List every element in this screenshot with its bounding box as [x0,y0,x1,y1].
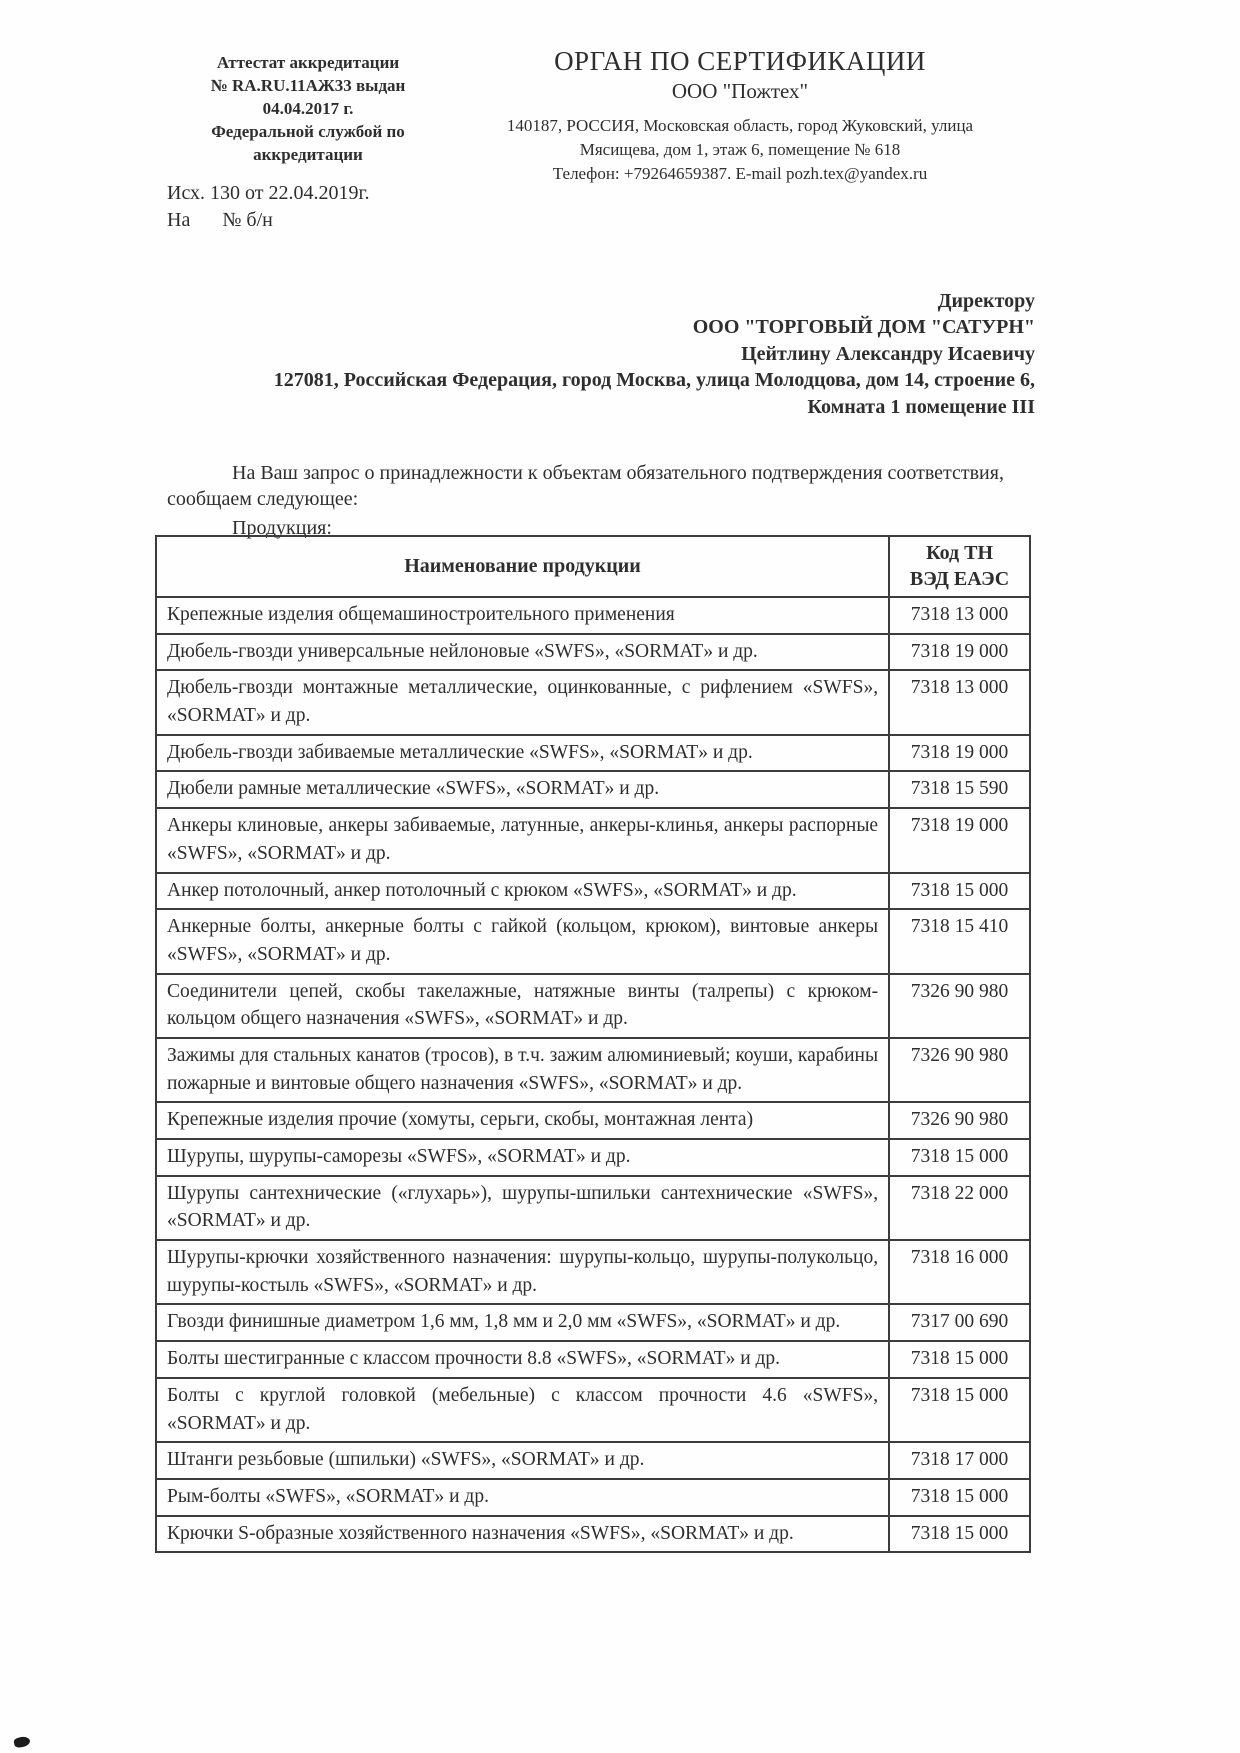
table-row [156,1304,1030,1341]
table-row [156,1038,1030,1102]
product-name-cell: Дюбель-гвозди универсальные нейлоновые «SWFS», «SORMAT» и др. [156,634,889,671]
addressee-line: Цейтлину Александру Исаевичу [741,342,1035,365]
body-paragraph: На Ваш запрос о принадлежности к объектам обязательного подтверждения соответствия, сообщаем следующее: [167,462,1004,511]
org-contact-line: Телефон: +79264659387. E-mail pozh.tex@yandex.ru [552,163,928,183]
reference-value: № б/н [222,209,273,231]
table-row [156,1341,1030,1378]
product-name-cell: Анкер потолочный, анкер потолочный с крюком «SWFS», «SORMAT» и др. [156,873,889,910]
scan-artifact [13,1735,31,1748]
product-name-cell: Дюбели рамные металлические «SWFS», «SORMAT» и др. [156,771,889,808]
product-name-cell: Анкеры клиновые, анкеры забиваемые, латунные, анкеры-клинья, анкеры распорные «SWFS», «SORMAT» и др. [156,808,889,872]
org-title: ОРГАН ПО СЕРТИФИКАЦИИ [554,46,926,76]
table-row [156,1479,1030,1516]
product-name-cell: Рым-болты «SWFS», «SORMAT» и др. [156,1479,889,1516]
product-name-cell: Шурупы-крючки хозяйственного назначения: шурупы-кольцо, шурупы-полукольцо, шурупы-костыль «SWFS», «SORMAT» и др. [156,1240,889,1304]
product-code-cell: 7318 19 000 [889,735,1030,772]
product-code-cell: 7318 17 000 [889,1442,1030,1479]
product-code-cell: 7318 15 000 [889,1378,1030,1442]
table-header-row [156,536,1030,597]
code-header-line: Код ТН [926,542,994,564]
table-row [156,1240,1030,1304]
table-row [156,974,1030,1038]
product-name-cell: Крепежные изделия общемашиностроительного применения [156,597,889,634]
table-row [156,808,1030,872]
org-address [430,114,1050,185]
product-name-cell: Шурупы сантехнические («глухарь»), шурупы-шпильки сантехнические «SWFS», «SORMAT» и др. [156,1176,889,1240]
table-row [156,873,1030,910]
product-code-cell: 7326 90 980 [889,1102,1030,1139]
table-row [156,634,1030,671]
product-code-cell: 7318 15 590 [889,771,1030,808]
product-code-cell: 7326 90 980 [889,974,1030,1038]
table-row [156,597,1030,634]
column-header-product-name: Наименование продукции [156,536,889,597]
product-name-cell: Штанги резьбовые (шпильки) «SWFS», «SORMAT» и др. [156,1442,889,1479]
reference-block [167,180,369,234]
product-name-cell: Болты с круглой головкой (мебельные) с классом прочности 4.6 «SWFS», «SORMAT» и др. [156,1378,889,1442]
product-code-cell: 7318 15 000 [889,873,1030,910]
product-name-cell: Зажимы для стальных канатов (тросов), в т.ч. зажим алюминиевый; коуши, карабины пожарные и винтовые общего назначения «SWFS», «SORMAT» и др. [156,1038,889,1102]
table-row [156,1139,1030,1176]
product-code-cell: 7318 15 000 [889,1516,1030,1553]
org-name: ООО "Пожтех" [671,79,809,104]
table-row [156,1102,1030,1139]
product-code-cell: 7318 22 000 [889,1176,1030,1240]
product-code-cell: 7318 15 410 [889,909,1030,973]
product-code-cell: 7318 13 000 [889,670,1030,734]
code-header-line: ВЭД ЕАЭС [909,568,1010,590]
product-code-cell: 7318 19 000 [889,808,1030,872]
addressee-line: ООО "ТОРГОВЫЙ ДОМ "САТУРН" [692,316,1035,339]
product-table-body [156,597,1030,1552]
accreditation-line: № RA.RU.11АЖ33 выдан [210,75,406,95]
product-code-cell: 7318 16 000 [889,1240,1030,1304]
product-code-cell: 7318 15 000 [889,1139,1030,1176]
table-row [156,771,1030,808]
table-row [156,735,1030,772]
column-header-tn-ved-code [889,536,1030,597]
addressee-line: Директору [937,290,1035,312]
product-name-cell: Гвозди финишные диаметром 1,6 мм, 1,8 мм и 2,0 мм «SWFS», «SORMAT» и др. [156,1304,889,1341]
accreditation-line: Федеральной службой по [211,121,405,141]
table-row [156,1176,1030,1240]
product-name-cell: Крючки S-образные хозяйственного назначения «SWFS», «SORMAT» и др. [156,1516,889,1553]
product-code-cell: 7318 15 000 [889,1341,1030,1378]
table-row [156,670,1030,734]
products-label: Продукция: [232,516,332,539]
incoming-reference [167,207,369,234]
products-table [155,535,1031,1553]
org-address-line: 140187, РОССИЯ, Московская область, город Жуковский, улица [506,116,974,136]
accreditation-block [188,52,428,167]
org-address-line: Мясищева, дом 1, этаж 6, помещение № 618 [579,139,901,159]
product-code-cell: 7317 00 690 [889,1304,1030,1341]
letter-body [167,460,1037,541]
product-code-cell: 7318 19 000 [889,634,1030,671]
product-name-cell: Болты шестигранные с классом прочности 8.8 «SWFS», «SORMAT» и др. [156,1341,889,1378]
product-name-cell: Крепежные изделия прочие (хомуты, серьги, скобы, монтажная лента) [156,1102,889,1139]
addressee-block [135,288,1035,420]
accreditation-line: Аттестат аккредитации [216,53,400,72]
product-code-cell: 7318 13 000 [889,597,1030,634]
table-row [156,1378,1030,1442]
product-code-cell: 7318 15 000 [889,1479,1030,1516]
product-name-cell: Шурупы, шурупы-саморезы «SWFS», «SORMAT» и др. [156,1139,889,1176]
product-name-cell: Анкерные болты, анкерные болты с гайкой (кольцом, крюком), винтовые анкеры «SWFS», «SORMAT» и др. [156,909,889,973]
product-name-cell: Соединители цепей, скобы такелажные, натяжные винты (талрепы) с крюком-кольцом общего назначения «SWFS», «SORMAT» и др. [156,974,889,1038]
outgoing-number: Исх. 130 от 22.04.2019г. [167,182,370,204]
product-name-cell: Дюбель-гвозди забиваемые металлические «SWFS», «SORMAT» и др. [156,735,889,772]
reference-label: На [167,209,191,231]
accreditation-line: 04.04.2017 г. [262,98,354,118]
accreditation-line: аккредитации [253,144,363,164]
table-row [156,1516,1030,1553]
table-row [156,909,1030,973]
table-row [156,1442,1030,1479]
certification-org-block [430,46,1050,185]
addressee-line: Комната 1 помещение III [807,395,1035,418]
addressee-line: 127081, Российская Федерация, город Москва, улица Молодцова, дом 14, строение 6, [273,369,1035,392]
product-code-cell: 7326 90 980 [889,1038,1030,1102]
product-name-cell: Дюбель-гвозди монтажные металлические, оцинкованные, с рифлением «SWFS», «SORMAT» и др. [156,670,889,734]
